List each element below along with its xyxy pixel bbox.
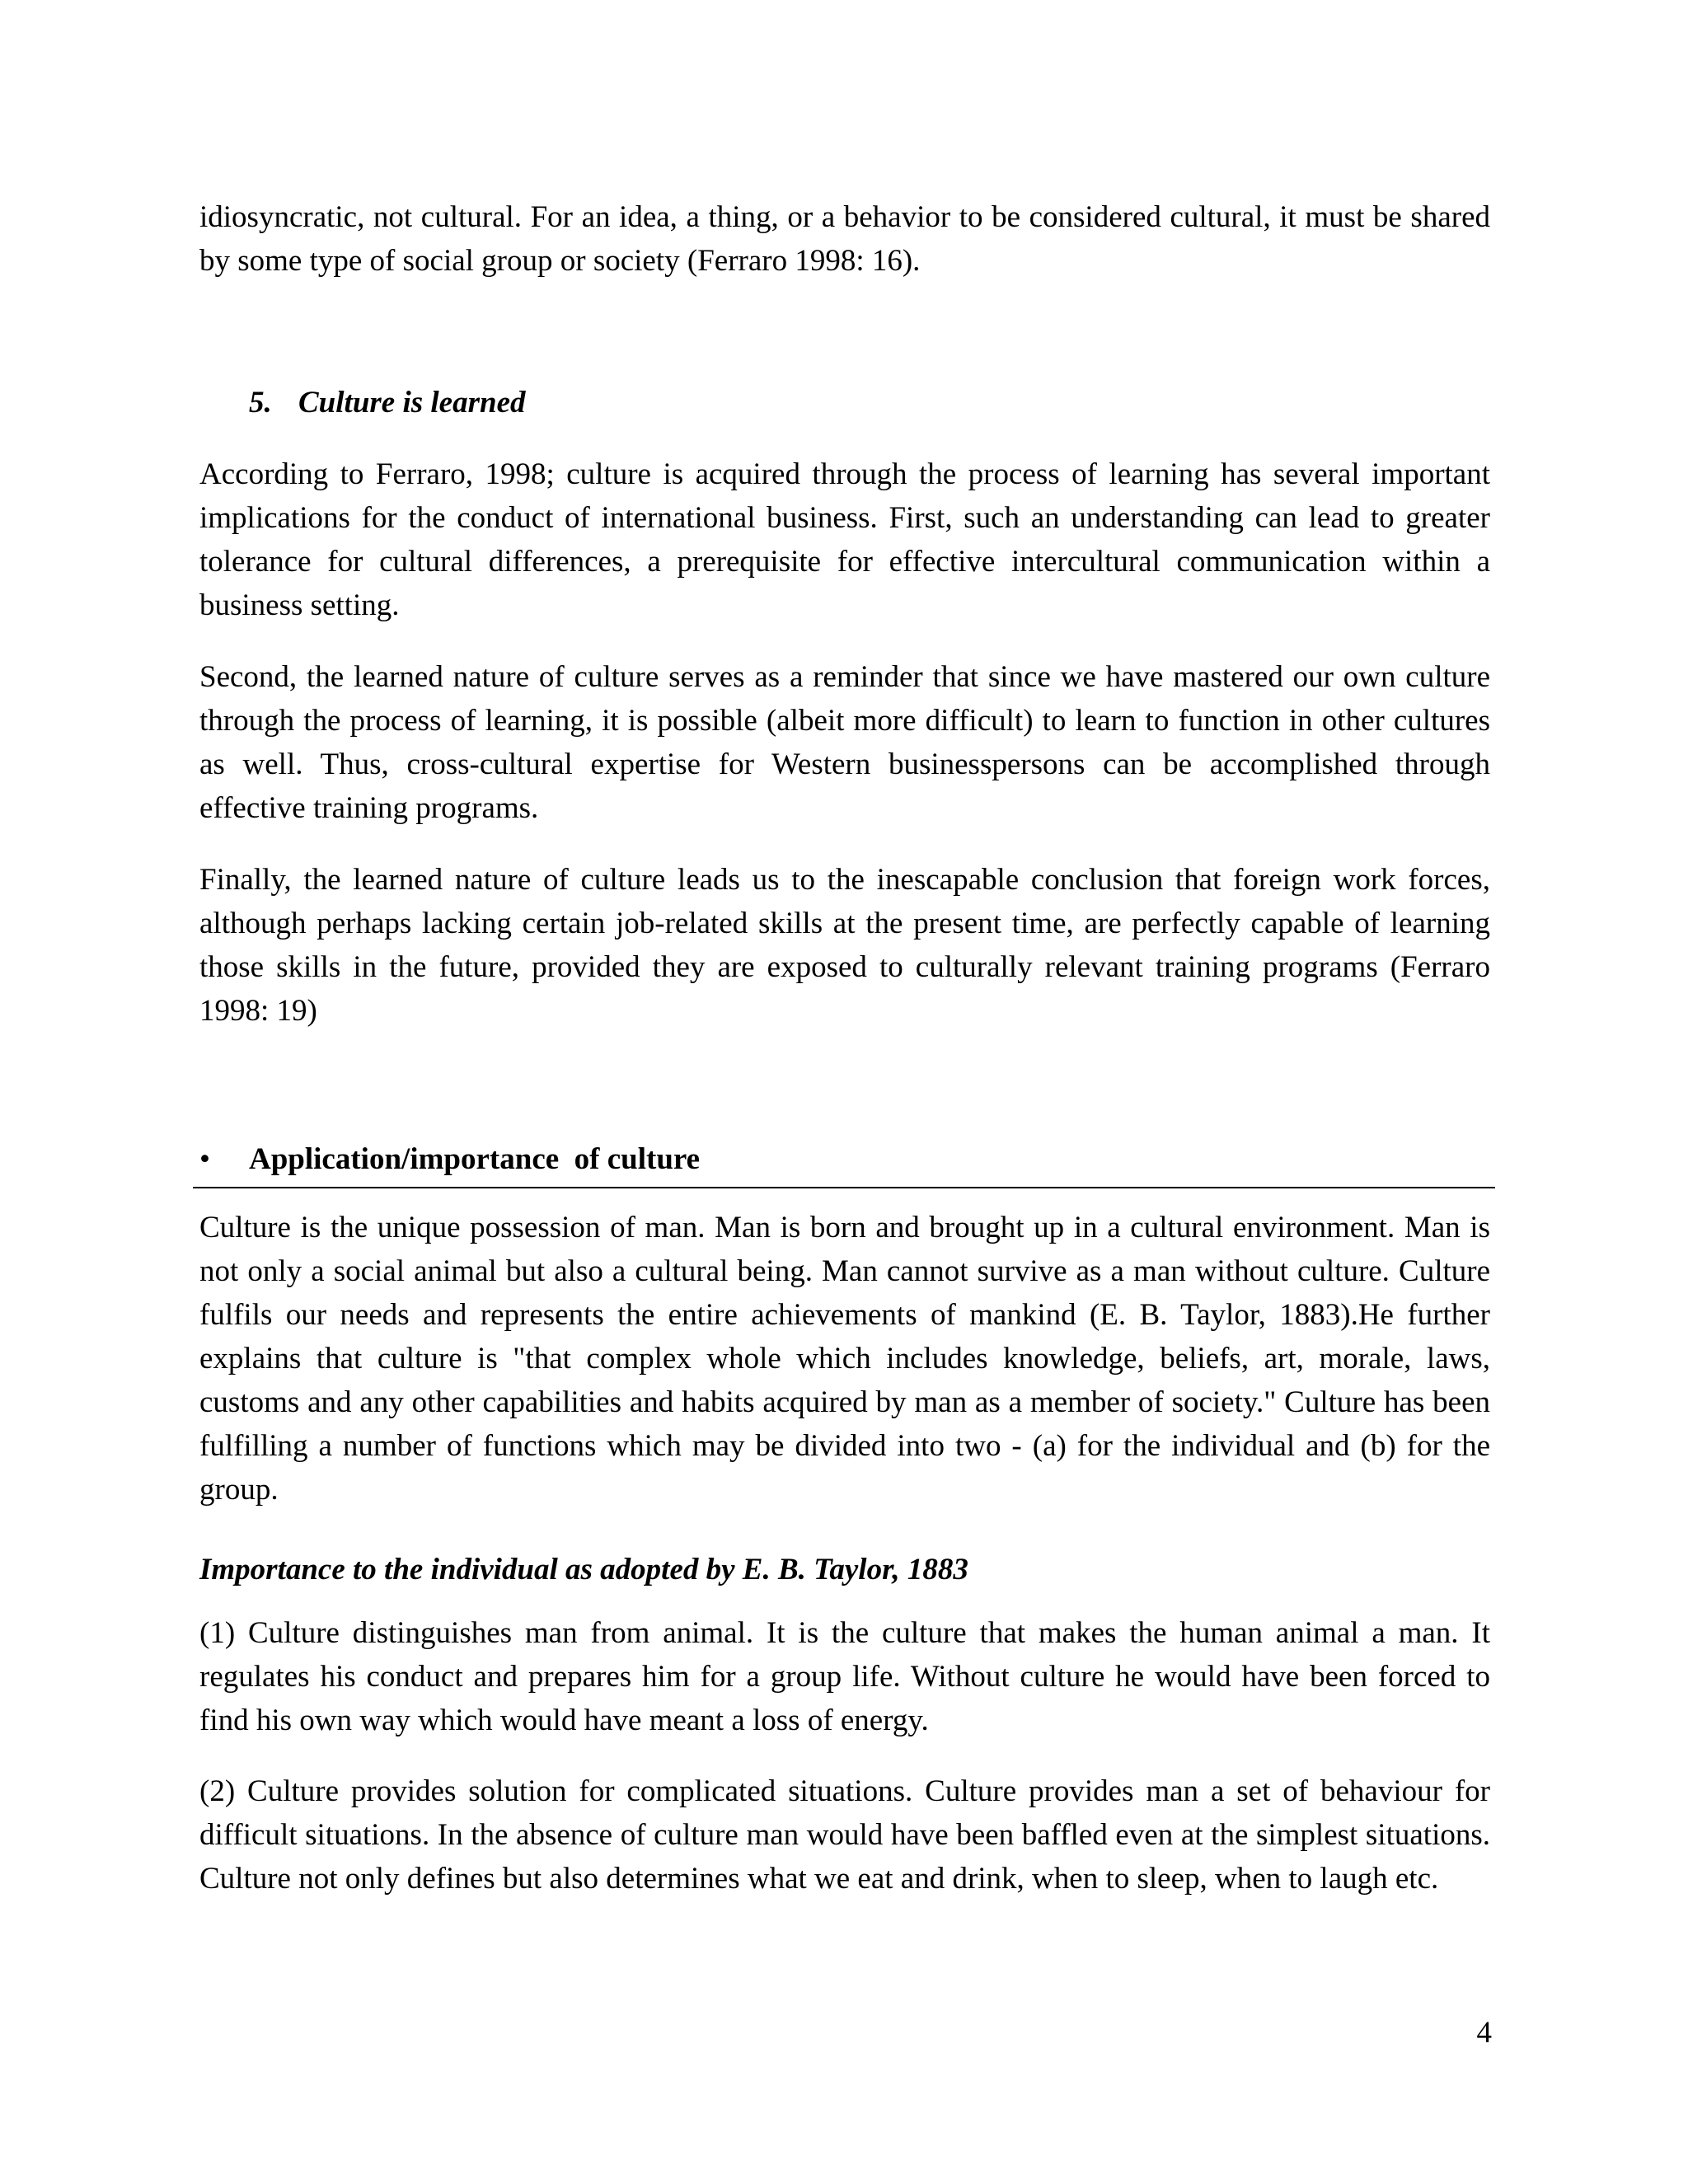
page-number: 4 bbox=[1476, 2016, 1492, 2050]
section-5-title: Culture is learned bbox=[298, 386, 526, 419]
section-5-paragraph-2: Second, the learned nature of culture serves as a reminder that since we have mastered our own culture through the process of learning, it is possible (albeit more difficult) to learn to function in other cultures as well. Thus, cross-cultural expertise for Western businesspersons can be accomplished through effective training programs. bbox=[199, 660, 1490, 825]
section-5-paragraph-1: According to Ferraro, 1998; culture is acquired through the process of learning has several important implications for the conduct of international business. First, such an understanding can lead to greater tolerance for cultural differences, a prerequisite for effective intercultural communication within a business setting. bbox=[199, 457, 1490, 622]
section-5-paragraph-3: Finally, the learned nature of culture leads us to the inescapable conclusion that foreign work forces, although perhaps lacking certain job-related skills at the present time, are perfectly capable of learning those skills in the future, provided they are exposed to culturally relevant training programs (Ferraro 1998: 19) bbox=[199, 863, 1490, 1028]
intro-paragraph: idiosyncratic, not cultural. For an idea, a thing, or a behavior to be considered cultural, it must be shared by some type of social group or society (Ferraro 1998: 16). bbox=[199, 200, 1490, 278]
section-5-number: 5. bbox=[249, 386, 272, 419]
individual-importance-heading: Importance to the individual as adopted by E. B. Taylor, 1883 bbox=[199, 1553, 968, 1586]
application-heading bbox=[199, 1137, 1493, 1181]
individual-point-2: (2) Culture provides solution for complicated situations. Culture provides man a set of behaviour for difficult situations. In the absence of culture man would have been baffled even at the simplest situations. Culture not only defines but also determines what we eat and drink, when to sleep, when to laugh etc. bbox=[199, 1774, 1490, 1896]
individual-point-1: (1) Culture distinguishes man from animal. It is the culture that makes the human animal a man. It regulates his conduct and prepares him for a group life. Without culture he would have been forced to find his own way which would have meant a loss of energy. bbox=[199, 1616, 1490, 1737]
heading-underline bbox=[193, 1187, 1495, 1188]
application-paragraph: Culture is the unique possession of man. Man is born and brought up in a cultural environment. Man is not only a social animal but also a cultural being. Man cannot survive as a man without culture. Culture fulfils our needs and represents the entire achievements of mankind (E. B. Taylor, 1883).He further explains that culture is "that complex whole which includes knowledge, beliefs, art, morale, laws, customs and any other capabilities and habits acquired by man as a member of society." Culture has been fulfilling a number of functions which may be divided into two - (a) for the individual and (b) for the group. bbox=[199, 1211, 1490, 1507]
application-title: Application/importance of culture bbox=[249, 1142, 701, 1176]
section-5-heading bbox=[249, 381, 526, 424]
bullet-icon: • bbox=[199, 1142, 210, 1176]
